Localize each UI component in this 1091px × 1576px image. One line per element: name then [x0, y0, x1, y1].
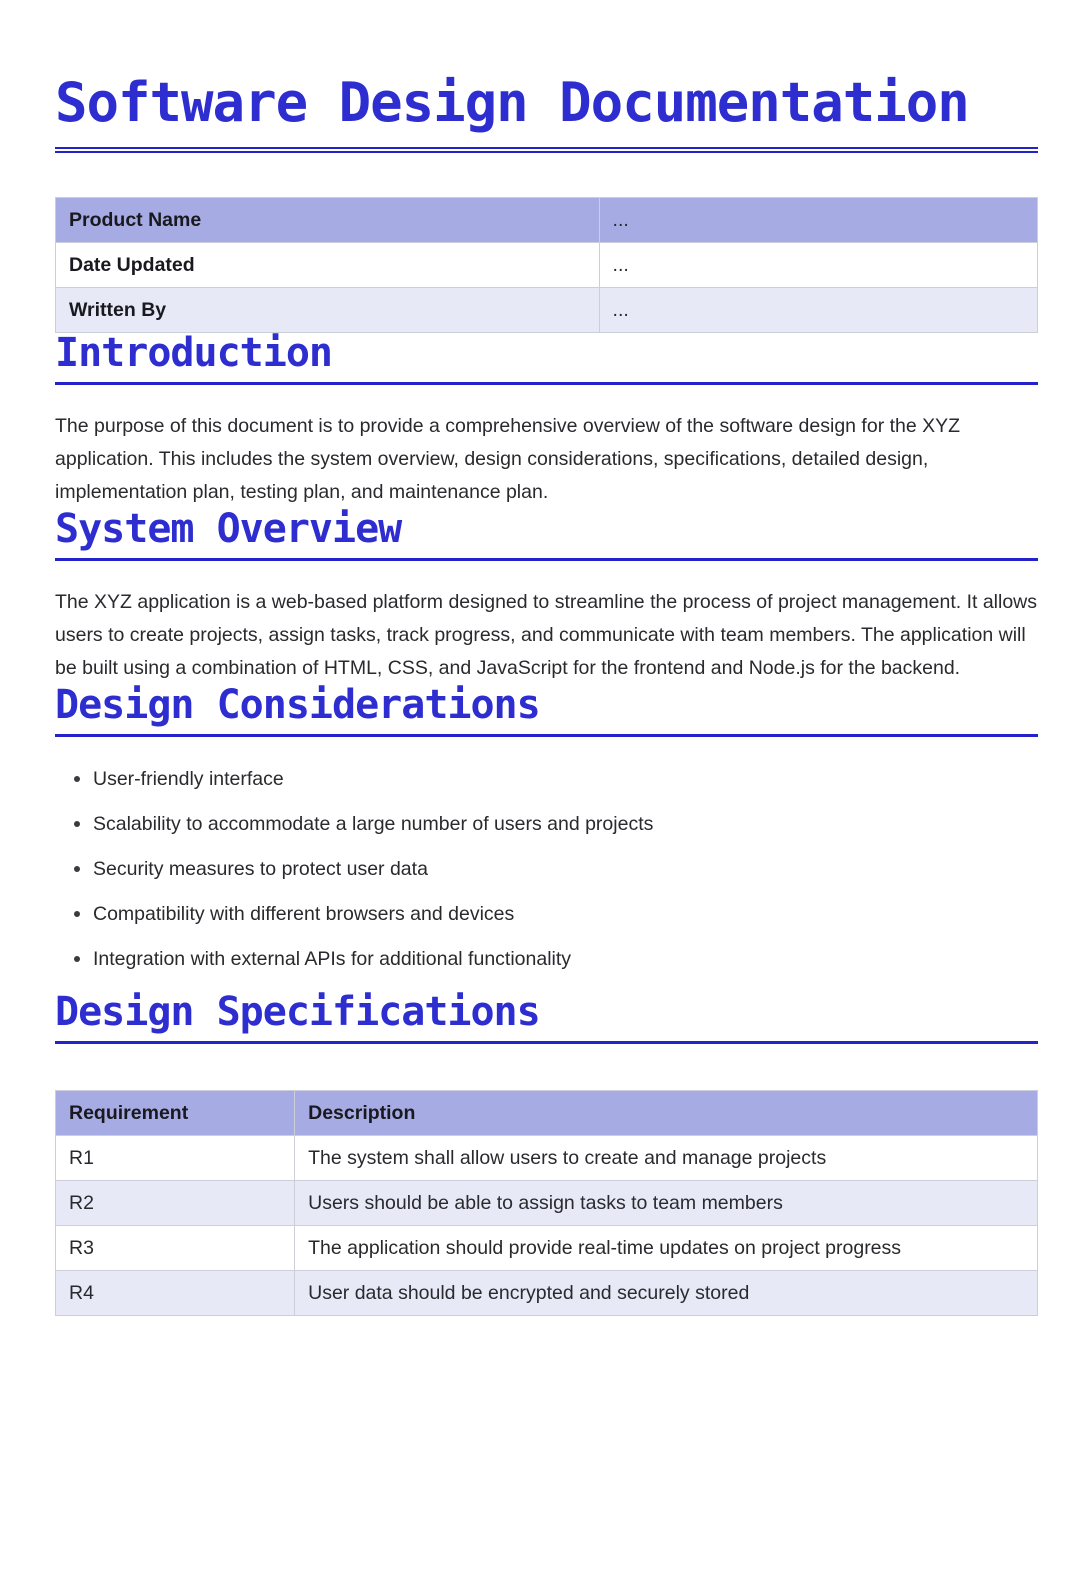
spec-description: The system shall allow users to create and manage projects	[295, 1136, 1038, 1181]
info-value: ...	[599, 243, 1037, 288]
document-title: Software Design Documentation	[55, 71, 969, 134]
table-row	[56, 1136, 1038, 1181]
table-row	[56, 1271, 1038, 1316]
section-divider	[55, 558, 1038, 561]
spec-header-description: Description	[295, 1091, 1038, 1136]
spec-requirement-id: R3	[56, 1226, 295, 1271]
spec-requirement-id: R2	[56, 1181, 295, 1226]
table-row	[56, 1226, 1038, 1271]
list-item: User-friendly interface	[93, 767, 1038, 791]
spec-description: Users should be able to assign tasks to team members	[295, 1181, 1038, 1226]
info-value: ...	[599, 288, 1037, 333]
info-label: Date Updated	[56, 243, 600, 288]
section-divider	[55, 734, 1038, 737]
list-item: Scalability to accommodate a large number of users and projects	[93, 812, 1038, 836]
title-divider	[55, 147, 1038, 153]
section-divider	[55, 382, 1038, 385]
section-heading-design-specifications: Design Specifications	[55, 989, 540, 1035]
section-heading-design-considerations: Design Considerations	[55, 682, 540, 728]
system-overview-paragraph: The XYZ application is a web-based platform designed to streamline the process of project management. It allows users to create projects, assign tasks, track progress, and communicate with team members. The application will be built using a combination of HTML, CSS, and JavaScript for the frontend and Node.js for the backend.	[55, 591, 1038, 679]
spec-description: The application should provide real-time updates on project progress	[295, 1226, 1038, 1271]
list-item: Integration with external APIs for additional functionality	[93, 947, 1038, 971]
section-divider	[55, 1041, 1038, 1044]
spec-requirement-id: R4	[56, 1271, 295, 1316]
section-heading-system-overview: System Overview	[55, 506, 402, 552]
spec-table	[55, 1090, 1038, 1316]
introduction-paragraph: The purpose of this document is to provide a comprehensive overview of the software design for the XYZ application. This includes the system overview, design considerations, specifications, detailed design, implementation plan, testing plan, and maintenance plan.	[55, 415, 961, 503]
table-row	[56, 1181, 1038, 1226]
spec-header-row	[56, 1091, 1038, 1136]
design-considerations-list	[55, 767, 1038, 971]
spec-description: User data should be encrypted and securely stored	[295, 1271, 1038, 1316]
list-item: Compatibility with different browsers and devices	[93, 902, 1038, 926]
section-heading-introduction: Introduction	[55, 330, 332, 376]
document-page	[55, 71, 1038, 1316]
info-row-date-updated	[56, 243, 1038, 288]
info-table	[55, 197, 1038, 333]
info-row-product-name	[56, 198, 1038, 243]
spec-requirement-id: R1	[56, 1136, 295, 1181]
spec-header-requirement: Requirement	[56, 1091, 295, 1136]
info-value: ...	[599, 198, 1037, 243]
info-row-written-by	[56, 288, 1038, 333]
info-label: Product Name	[56, 198, 600, 243]
info-label: Written By	[56, 288, 600, 333]
list-item: Security measures to protect user data	[93, 857, 1038, 881]
